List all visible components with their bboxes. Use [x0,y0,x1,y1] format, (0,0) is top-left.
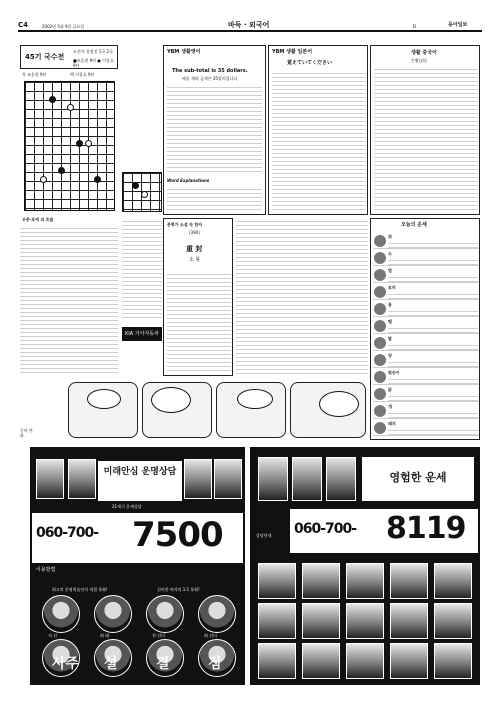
issue-date: 2002년 5월 9일 금요일 [42,24,85,29]
baduk-column [20,45,118,380]
advisor-portrait [302,563,340,599]
ybm-jp-brand: YBM 생활 일본어 [272,49,313,55]
ad-bottom-word: 설 [104,656,118,672]
zodiac-sign-label: 소 [388,251,392,256]
black-stone [94,176,101,183]
horoscope-text [388,393,478,401]
left-advertisement [30,447,245,685]
horoscope-row [373,284,479,300]
advisor-portrait [94,595,132,633]
advisor-portrait [346,603,384,639]
advisor-portrait [434,603,472,639]
zodiac-sign-label: 범 [388,268,392,273]
zodiac-animal-icon [374,388,386,400]
cartoon-panel-1 [68,382,138,438]
ybm-english-box [163,45,266,215]
baduk-sub1: 도전자 결정전 1국 2국 [73,49,113,54]
advisor-portrait [258,563,296,599]
baduk-article-text-2 [122,218,162,318]
horoscope-row [373,420,479,436]
ad-tagline: 21세기 운세상담 [112,504,142,509]
advisor-name: 최 선녀 [204,633,217,638]
hanja-reading: 소 봉 [189,257,201,263]
horoscope-text [388,291,478,299]
white-stone [67,104,74,111]
right-face-grid [256,561,478,683]
baduk-col-title: 우중·포에 의 흐름 [22,217,54,222]
zodiac-sign-label: 닭 [388,387,392,392]
advisor-portrait [434,643,472,679]
speech-bubble [237,389,273,409]
horoscope-row [373,386,479,402]
baduk-title-box [20,45,118,69]
horoscope-row [373,335,479,351]
zodiac-animal-icon [374,337,386,349]
horoscope-list [373,233,479,437]
baduk-sub2: ■조훈현 9단 ● 이창호 9단 [73,58,114,68]
right-advertisement [250,447,480,685]
advisor-portrait [390,563,428,599]
zodiac-sign-label: 토끼 [388,285,396,290]
headline-box [98,461,182,501]
zodiac-sign-label: 용 [388,302,392,307]
zodiac-animal-icon [374,252,386,264]
phone-number: 7500 [132,515,223,555]
horoscope-text [388,359,478,367]
zodiac-animal-icon [374,269,386,281]
ybm-dialog-text [167,84,262,174]
page-header [18,20,482,32]
advisor-photo [68,459,96,499]
section-title: 바둑 · 외국어 [228,21,270,29]
zodiac-animal-icon [374,286,386,298]
advisor-photo [258,457,288,501]
cartoon-strip [20,380,368,440]
horoscope-text [388,240,478,248]
ad-bottom-word: 사주 [52,656,80,672]
ad-bottom-word: 결 [156,656,170,672]
zodiac-animal-icon [374,235,386,247]
right-phone-number: 8119 [386,511,466,546]
horoscope-text [388,427,478,435]
kia-sponsor-logo: KIA 기아자동차 [122,327,162,341]
right-consult-label: 상담안내 [256,533,272,538]
advisor-photo [326,457,356,501]
advisor-name: 지 선 [48,633,57,638]
hanja-num: (390) [189,230,200,235]
hanja-box [163,218,233,376]
speech-bubble [319,391,359,417]
zodiac-sign-label: 말 [388,336,392,341]
advisor-portrait [302,643,340,679]
horoscope-row [373,369,479,385]
zodiac-animal-icon [374,405,386,417]
zodiac-animal-icon [374,320,386,332]
page-number: C4 [18,21,29,29]
baduk-small-board [122,172,162,212]
speech-bubble [87,389,121,409]
ad-bottom-word: 점 [208,656,222,672]
right-phone-box [290,509,478,553]
right-headline-box [362,457,474,501]
usage-label: 이용방법 [36,567,56,573]
face-grid [36,595,241,683]
horoscope-row [373,352,479,368]
hanja-text [167,271,231,371]
advisor-portrait [42,595,80,633]
zodiac-animal-icon [374,422,386,434]
ybm-word-heading: Word Explanations [167,178,210,183]
white-stone [85,140,92,147]
zodiac-animal-icon [374,371,386,383]
horoscope-row [373,267,479,283]
horoscope-row [373,233,479,249]
zodiac-sign-label: 돼지 [388,421,396,426]
horoscope-box [370,218,480,440]
black-stone [76,140,83,147]
zodiac-sign-label: 뱀 [388,319,392,324]
zodiac-sign-label: 쥐 [388,234,392,239]
baduk-article-text [20,225,118,375]
cartoon-label: 동아 만화 [20,428,33,438]
zodiac-sign-label: 양 [388,353,392,358]
advisor-portrait [258,643,296,679]
advisor-portrait [390,643,428,679]
black-player: 흑 조훈현 9단 [22,72,47,77]
ybm-subtitle: 배송 제외 금액은 35달러입니다 [182,76,238,81]
middle-article [236,218,368,376]
baduk-column-2 [122,172,162,380]
horoscope-text [388,410,478,418]
cartoon-panel-4 [290,382,366,438]
right-phone-prefix: 060-700- [294,521,357,537]
advisor-portrait [346,563,384,599]
cartoon-panel-2 [142,382,212,438]
advisor-photo [292,457,322,501]
hanja-title: 문학가 소설 속 한자 [167,222,203,227]
advisor-photo [184,459,212,499]
hanja-char: 重 封 [186,245,203,253]
horoscope-row [373,403,479,419]
ybm-title: The sub-total is 35 dollars. [172,68,248,74]
advisor-portrait [302,603,340,639]
horoscope-row [373,301,479,317]
ybm-words [167,186,262,212]
advisor-call-label: 최고의 운명역술인의 직접 통화! [52,587,108,592]
white-stone [141,191,148,198]
section-tag: D [413,24,417,29]
horoscope-row [373,318,479,334]
chinese-box [370,45,480,215]
zodiac-sign-label: 원숭이 [388,370,400,375]
black-stone [49,96,56,103]
phone-prefix: 060-700- [36,525,99,541]
advisor-name: 최 태 [100,633,109,638]
baduk-title: 45기 국수전 [25,53,65,61]
ybm-jp-title: 覚えていてください [287,60,333,66]
advisor-portrait [146,595,184,633]
woman-call-label: 신비한 여자의 1:1 통화! [157,587,200,592]
horoscope-text [388,308,478,316]
horoscope-text [388,376,478,384]
horoscope-text [388,257,478,265]
white-player: 백 이창호 9단 [70,72,95,77]
horoscope-text [388,342,478,350]
advisor-portrait [198,595,236,633]
advisor-portrait [258,603,296,639]
advisor-portrait [434,563,472,599]
horoscope-title: 오늘의 운세 [401,222,427,228]
ybm-japanese-box [268,45,368,215]
ybm-brand: YBM 생활영어 [167,49,201,55]
cartoon-panel-3 [216,382,286,438]
advisor-photo [36,459,64,499]
horoscope-row [373,250,479,266]
baduk-board [24,81,115,211]
zodiac-sign-label: 개 [388,404,392,409]
chinese-title: 生활汉语 [411,58,427,63]
speech-bubble [151,387,191,413]
black-stone [132,182,139,189]
right-ad-headline: 영험한 운세 [389,471,447,484]
advisor-portrait [390,603,428,639]
ad-headline: 미래안심 운명상담 [103,467,177,477]
horoscope-text [388,325,478,333]
white-stone [40,176,47,183]
ybm-jp-text [272,70,366,210]
black-stone [58,167,65,174]
phone-box [32,513,243,563]
zodiac-animal-icon [374,303,386,315]
newspaper-logo: 동아일보 [448,22,468,28]
horoscope-text [388,274,478,282]
advisor-portrait [346,643,384,679]
chinese-label: 생활 중국어 [411,50,437,56]
advisor-photo [214,459,242,499]
chinese-text [374,66,478,211]
zodiac-animal-icon [374,354,386,366]
advisor-name: 천 선녀 [152,633,165,638]
